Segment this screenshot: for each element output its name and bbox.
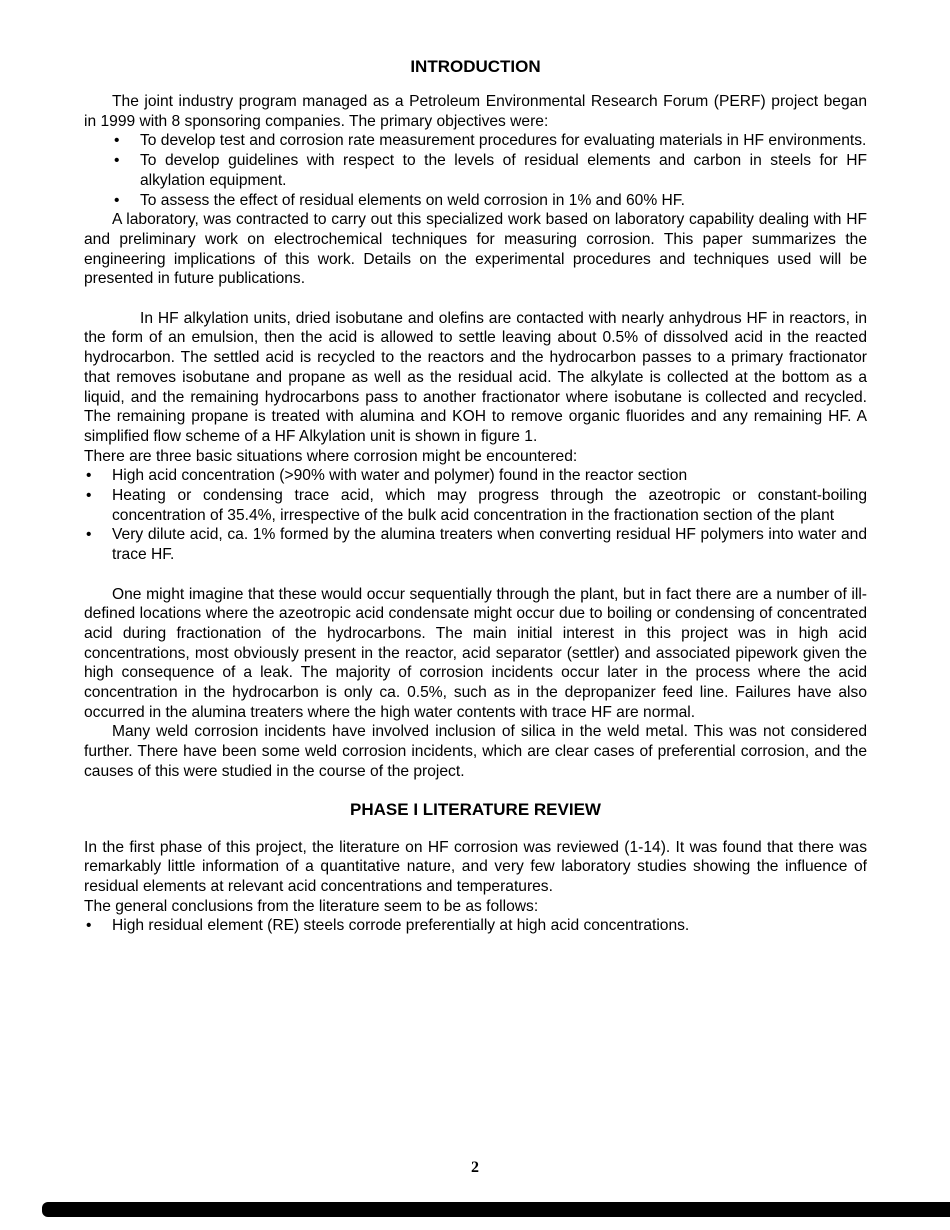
introduction-heading: INTRODUCTION — [410, 57, 541, 76]
list-item: • High residual element (RE) steels corrode preferentially at high acid concentrations. — [86, 917, 690, 935]
situations-list — [84, 466, 867, 565]
list-item: • To develop guidelines with respect to the levels of residual elements and carbon in steels for HF alkylation equipment. — [114, 152, 867, 189]
document-page — [84, 56, 867, 936]
intro-paragraph-5: One might imagine that these would occur sequentially through the plant, but in fact there are a number of ill-defined locations where the azeotropic acid condensate might occur due to boiling or condensing of concentrated acid during fractionation of the hydrocarbons. The main initial interest in this project was in high acid concentrations, most obviously present in the reactor, acid separator (settler) and associated pipework given the high consequence of a leak. The majority of corrosion incidents occur later in the process where the acid concentration in the hydrocarbon is only ca. 0.5%, such as in the depropanizer feed line. Failures have also occurred in the alumina treaters where the high water contents with trace HF are normal. — [84, 585, 867, 721]
literature-paragraph-1: In the first phase of this project, the literature on HF corrosion was reviewed (1-14). It was found that there was remarkably little information of a quantitative nature, and very few laboratory studies showing the influence of residual elements at relevant acid concentrations and temperatures. — [84, 838, 867, 895]
page-number: 2 — [471, 1159, 479, 1176]
list-item: • Heating or condensing trace acid, which may progress through the azeotropic or constant-boiling concentration of 35.4%, irrespective of the bulk acid concentration in the fractionation section of the plant — [86, 487, 867, 524]
list-item: • To assess the effect of residual elements on weld corrosion in 1% and 60% HF. — [114, 191, 685, 209]
objectives-list — [84, 131, 867, 210]
intro-paragraph-2: A laboratory, was contracted to carry out this specialized work based on laboratory capability dealing with HF and preliminary work on electrochemical techniques for measuring corrosion. This paper summarizes the engineering implications of this work. Details on the experimental procedures and techniques used will be presented in future publications. — [84, 211, 867, 288]
list-item: • Very dilute acid, ca. 1% formed by the alumina treaters when converting residual HF polymers into water and trace HF. — [86, 526, 867, 564]
literature-review-heading: PHASE I LITERATURE REVIEW — [350, 799, 601, 819]
list-item: • High acid concentration (>90% with water and polymer) found in the reactor section — [86, 467, 688, 485]
intro-paragraph-1: The joint industry program managed as a Petroleum Environmental Research Forum (PERF) project began in 1999 with 8 sponsoring companies. The primary objectives were: — [84, 93, 867, 130]
conclusions-list — [84, 916, 867, 936]
footer-bar — [42, 1202, 950, 1217]
intro-paragraph-6: Many weld corrosion incidents have involved inclusion of silica in the weld metal. This was not considered further. There have been some weld corrosion incidents, which are clear cases of preferential corrosion, and the causes of this were studied in the course of the project. — [84, 723, 867, 780]
literature-paragraph-2: The general conclusions from the literature seem to be as follows: — [84, 897, 539, 915]
intro-paragraph-4: There are three basic situations where corrosion might be encountered: — [84, 447, 578, 465]
list-item: • To develop test and corrosion rate measurement procedures for evaluating materials in HF environments. — [114, 132, 867, 150]
intro-paragraph-3: In HF alkylation units, dried isobutane and olefins are contacted with nearly anhydrous HF in reactors, in the form of an emulsion, then the acid is allowed to settle leaving about 0.5% of dissolved acid in the reacted hydrocarbon. The settled acid is recycled to the reactors and the hydrocarbon passes to a primary fractionator that removes isobutane and propane as well as the residual acid. The alkylate is collected at the bottom as a liquid, and the remaining hydrocarbons pass to another fractionator where isobutane is collected and recycled. The remaining propane is treated with alumina and KOH to remove organic fluorides and any remaining HF. A simplified flow scheme of a HF Alkylation unit is shown in figure 1. — [84, 309, 867, 445]
